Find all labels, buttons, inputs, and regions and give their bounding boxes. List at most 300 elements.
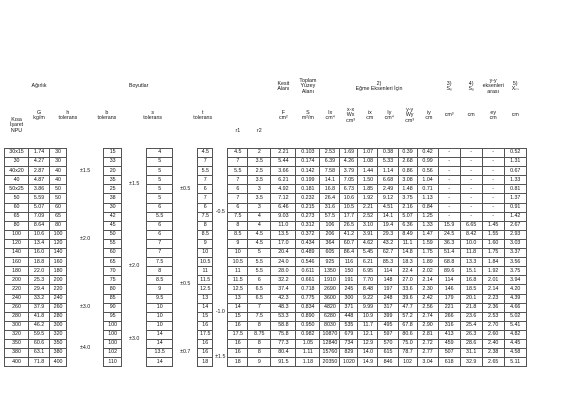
cell-xm: 3.75 — [504, 267, 526, 276]
cell-s-tolerans: ±0.5 — [173, 230, 198, 339]
cell-Iy: 2.49 — [378, 185, 398, 194]
cell-agirlik: 18.8 — [29, 258, 50, 267]
cell-b: 102 — [104, 349, 122, 358]
table-row — [5, 285, 566, 294]
cell-xm: 3.03 — [504, 239, 526, 248]
cell-F: 5.44 — [271, 158, 296, 167]
cell-ix: 3.10 — [358, 221, 378, 230]
cell-S: 0.775 — [296, 294, 320, 303]
cell-F: 9.03 — [271, 212, 296, 221]
cell-t: 9 — [198, 239, 213, 248]
cell-F: 32.2 — [271, 276, 296, 285]
cell-ix: 12.9 — [358, 339, 378, 348]
cell-F: 77.3 — [271, 339, 296, 348]
cell-Wx: 1.69 — [340, 149, 358, 158]
cell-F: 53.3 — [271, 312, 296, 321]
cell-agirlik: 2.87 — [29, 167, 50, 176]
cell-t: 10.5 — [198, 258, 213, 267]
cell-kisa-isaret: 220 — [5, 285, 29, 294]
cell-b: 35 — [104, 176, 122, 185]
cell-Wy: 6.36 — [398, 221, 417, 230]
cell-S: 0.661 — [296, 276, 320, 285]
cell-Iy: 29.3 — [378, 230, 398, 239]
cell-ey: - — [482, 194, 504, 203]
cell-ix: 1.08 — [358, 158, 378, 167]
cell-Iy: 9.12 — [378, 194, 398, 203]
cell-r1: 18 — [228, 358, 248, 367]
cell-agirlik: 16.0 — [29, 249, 50, 258]
cell-S: 0.232 — [296, 194, 320, 203]
header-r2: r2 — [256, 127, 262, 134]
cell-s: 5 — [147, 185, 173, 194]
cell-s: 9 — [147, 285, 173, 294]
cell-sx: 89.6 — [438, 267, 460, 276]
cell-agirlik: 4.87 — [29, 176, 50, 185]
cell-Wx: 245 — [340, 285, 358, 294]
cell-F: 37.4 — [271, 285, 296, 294]
cell-t: 16 — [198, 349, 213, 358]
cell-s: 10 — [147, 321, 173, 330]
cell-agirlik: 1.74 — [29, 149, 50, 158]
cell-sy: - — [460, 176, 482, 185]
cell-sy: 26.3 — [460, 330, 482, 339]
cell-r2: 6 — [248, 276, 271, 285]
cell-ey: - — [482, 167, 504, 176]
cell-F: 7.12 — [271, 194, 296, 203]
cell-Wx: 4.26 — [340, 158, 358, 167]
cell-r1: 7 — [228, 158, 248, 167]
cell-agirlik: 59.5 — [29, 330, 50, 339]
header-agirlik: Ağırlık G kg/m — [31, 83, 47, 121]
cell-ey: 2.38 — [482, 349, 504, 358]
table-row — [5, 149, 566, 158]
cell-sy: 11.8 — [460, 249, 482, 258]
cell-sy: 31.1 — [460, 349, 482, 358]
cell-agirlik: 10.6 — [29, 230, 50, 239]
cell-iy: 2.81 — [417, 330, 438, 339]
cell-Wx: 26.5 — [340, 221, 358, 230]
header-r1: r1 — [235, 127, 241, 134]
cell-F: 3.66 — [271, 167, 296, 176]
cell-agirlik: 41.8 — [29, 312, 50, 321]
cell-S: 0.181 — [296, 185, 320, 194]
cell-F: 48.3 — [271, 303, 296, 312]
cell-t-tolerans: -1.0 — [213, 276, 228, 349]
cell-h-tolerans: ±1.5 — [67, 149, 104, 194]
cell-r1: 17.5 — [228, 330, 248, 339]
cell-xm: 0.91 — [504, 203, 526, 212]
cell-xm: 1.37 — [504, 194, 526, 203]
cell-kisa-isaret: 50 — [5, 194, 29, 203]
cell-xm: 5.02 — [504, 312, 526, 321]
cell-s: 14 — [147, 330, 173, 339]
cell-ey: 2.14 — [482, 285, 504, 294]
cell-Wy: 0.86 — [398, 167, 417, 176]
cell-h: 80 — [50, 221, 67, 230]
cell-ey: - — [482, 203, 504, 212]
header-toplam: Toplam Yüzey Alanı S m²/m — [299, 78, 317, 121]
cell-Wy: 57.2 — [398, 312, 417, 321]
cell-agirlik: 71.8 — [29, 358, 50, 367]
cell-h: 65 — [50, 212, 67, 221]
cell-t: 10 — [198, 249, 213, 258]
cell-r2: 9 — [248, 358, 271, 367]
cell-Wy: 5.07 — [398, 212, 417, 221]
cell-xm: 5.11 — [504, 358, 526, 367]
cell-Ix: 14.1 — [320, 176, 340, 185]
cell-h: 40 — [50, 167, 67, 176]
cell-Wx: 150 — [340, 267, 358, 276]
cell-F: 42.3 — [271, 294, 296, 303]
cell-Wy: 18.3 — [398, 258, 417, 267]
cell-sy: 32.9 — [460, 358, 482, 367]
cell-F: 91.5 — [271, 358, 296, 367]
cell-ix: 14.9 — [358, 358, 378, 367]
cell-ey: 2.60 — [482, 330, 504, 339]
cell-r1: 6 — [228, 203, 248, 212]
cell-Wy: 8.49 — [398, 230, 417, 239]
cell-Wx: 1020 — [340, 358, 358, 367]
cell-xm: 2.93 — [504, 230, 526, 239]
cell-sx: 68.8 — [438, 258, 460, 267]
profile-table-wrapper — [4, 76, 566, 367]
cell-S: 1.05 — [296, 339, 320, 348]
cell-b-tolerans: ±1.5 — [122, 149, 147, 222]
cell-sy: 20.1 — [460, 294, 482, 303]
cell-kisa-isaret: 300 — [5, 321, 29, 330]
cell-t: 4.5 — [198, 149, 213, 158]
cell-iy: 1.47 — [417, 230, 438, 239]
cell-h: 180 — [50, 267, 67, 276]
cell-Wx: 7.05 — [340, 176, 358, 185]
cell-r2: 4 — [248, 221, 271, 230]
cell-t: 18 — [198, 358, 213, 367]
cell-agirlik: 37.9 — [29, 303, 50, 312]
cell-kisa-isaret: 320 — [5, 330, 29, 339]
cell-ix: 1.50 — [358, 176, 378, 185]
header-xm: 5) Xₘ cm — [511, 80, 519, 119]
cell-kisa-isaret: 140 — [5, 249, 29, 258]
cell-s-tolerans: ±0.5 — [173, 149, 198, 231]
npu-profile-table — [4, 76, 566, 367]
cell-Ix: 26.4 — [320, 194, 340, 203]
cell-iy: 2.30 — [417, 285, 438, 294]
cell-Wx: 371 — [340, 303, 358, 312]
table-header — [5, 76, 566, 149]
cell-Ix: 3600 — [320, 294, 340, 303]
cell-s: 8.5 — [147, 276, 173, 285]
cell-s: 6 — [147, 221, 173, 230]
cell-ix: 1.92 — [358, 194, 378, 203]
cell-Wx: 17.7 — [340, 212, 358, 221]
cell-t-tolerans: -0.5 — [213, 149, 228, 276]
cell-iy: 1.04 — [417, 176, 438, 185]
cell-iy: 0.42 — [417, 149, 438, 158]
cell-agirlik: 4.27 — [29, 158, 50, 167]
cell-t: 12.5 — [198, 285, 213, 294]
cell-h: 50 — [50, 194, 67, 203]
cell-kisa-isaret: 380 — [5, 349, 29, 358]
cell-s: 6 — [147, 203, 173, 212]
cell-kisa-isaret: 200 — [5, 276, 29, 285]
cell-agirlik: 22.0 — [29, 267, 50, 276]
cell-Wy: 3.08 — [398, 176, 417, 185]
cell-ix: 2.21 — [358, 203, 378, 212]
cell-xm: 4.45 — [504, 339, 526, 348]
cell-h: 280 — [50, 312, 67, 321]
cell-ix: 1.44 — [358, 167, 378, 176]
cell-r2: 8.75 — [248, 330, 271, 339]
cell-agirlik: 5.07 — [29, 203, 50, 212]
cell-sx: 24.5 — [438, 230, 460, 239]
cell-sy: - — [460, 185, 482, 194]
cell-S: 0.718 — [296, 285, 320, 294]
cell-sx: 316 — [438, 321, 460, 330]
cell-sy: - — [460, 167, 482, 176]
cell-xm: 0.81 — [504, 185, 526, 194]
cell-ey: 1.60 — [482, 239, 504, 248]
header-kesit: Kesit Alanı F cm² — [277, 80, 290, 121]
cell-S: 0.611 — [296, 267, 320, 276]
cell-ix: 7.70 — [358, 276, 378, 285]
cell-Iy: 248 — [378, 294, 398, 303]
cell-S: 0.273 — [296, 212, 320, 221]
cell-r1: 9 — [228, 239, 248, 248]
cell-r1: 8.5 — [228, 230, 248, 239]
cell-Wy: 47.7 — [398, 303, 417, 312]
cell-iy: 1.89 — [417, 258, 438, 267]
cell-ey: 1.55 — [482, 230, 504, 239]
cell-Wy: 2.68 — [398, 158, 417, 167]
cell-ix: 4.62 — [358, 239, 378, 248]
cell-agirlik: 8.64 — [29, 221, 50, 230]
cell-sy: 23.6 — [460, 312, 482, 321]
cell-xm: 1.31 — [504, 158, 526, 167]
cell-iy: 2.42 — [417, 294, 438, 303]
cell-Wy: 102 — [398, 358, 417, 367]
cell-sy: - — [460, 203, 482, 212]
cell-Wy: 14.8 — [398, 249, 417, 258]
cell-s: 5 — [147, 194, 173, 203]
cell-r1: 10 — [228, 249, 248, 258]
cell-h: 320 — [50, 330, 67, 339]
cell-b: 85 — [104, 294, 122, 303]
cell-h: 50 — [50, 185, 67, 194]
cell-Ix: 106 — [320, 221, 340, 230]
cell-S: 0.890 — [296, 312, 320, 321]
cell-Ix: 1350 — [320, 267, 340, 276]
cell-iy: 1.25 — [417, 212, 438, 221]
cell-b: 60 — [104, 249, 122, 258]
cell-Ix: 605 — [320, 249, 340, 258]
cell-xm: 4.82 — [504, 330, 526, 339]
cell-s: 7.5 — [147, 258, 173, 267]
cell-Wx: 829 — [340, 349, 358, 358]
cell-t: 8.5 — [198, 230, 213, 239]
cell-Iy: 62.7 — [378, 249, 398, 258]
cell-Wx: 10.5 — [340, 203, 358, 212]
cell-F: 13.5 — [271, 230, 296, 239]
cell-sy: - — [460, 149, 482, 158]
cell-Iy: 148 — [378, 276, 398, 285]
cell-t: 14 — [198, 303, 213, 312]
cell-Wy: 75.0 — [398, 339, 417, 348]
cell-h: 380 — [50, 349, 67, 358]
header-egme-eksenleri: 2) Eğme Eksenleri İçin Ix cm⁴ x-x Wx cm³ ix cm Iy cm⁴ y-y Wy cm³ iy cm — [325, 80, 433, 124]
cell-sy: - — [460, 158, 482, 167]
cell-r1: 11 — [228, 267, 248, 276]
cell-sx: - — [438, 194, 460, 203]
header-yy-eksenleri: y-y eksenleri arası ey cm — [482, 78, 504, 121]
cell-ix: 1.85 — [358, 185, 378, 194]
cell-r1: 16 — [228, 339, 248, 348]
cell-sx: 618 — [438, 358, 460, 367]
cell-b: 70 — [104, 267, 122, 276]
cell-sx: - — [438, 185, 460, 194]
cell-xm: 1.42 — [504, 212, 526, 221]
cell-sx: - — [438, 212, 460, 221]
cell-Iy: 317 — [378, 303, 398, 312]
cell-sy: 25.4 — [460, 321, 482, 330]
cell-Ix: 2690 — [320, 285, 340, 294]
cell-h: 120 — [50, 239, 67, 248]
table-body — [5, 149, 566, 367]
cell-S: 0.489 — [296, 249, 320, 258]
cell-t: 6 — [198, 185, 213, 194]
cell-b: 45 — [104, 221, 122, 230]
cell-iy: 1.59 — [417, 239, 438, 248]
cell-agirlik: 60.6 — [29, 339, 50, 348]
cell-agirlik: 7.09 — [29, 212, 50, 221]
cell-sy: 21.8 — [460, 303, 482, 312]
cell-ix: 1.07 — [358, 149, 378, 158]
cell-Iy: 1.14 — [378, 167, 398, 176]
cell-r2: 7 — [248, 303, 271, 312]
cell-s: 13.5 — [147, 349, 173, 358]
cell-sy: 28.6 — [460, 339, 482, 348]
cell-Iy: 0.38 — [378, 149, 398, 158]
cell-S: 0.982 — [296, 330, 320, 339]
cell-s: 14 — [147, 339, 173, 348]
cell-r2: 3 — [248, 203, 271, 212]
cell-iy: 2.74 — [417, 312, 438, 321]
cell-F: 28.0 — [271, 267, 296, 276]
cell-agirlik: 13.4 — [29, 239, 50, 248]
cell-Wx: 6.73 — [340, 185, 358, 194]
cell-h: 350 — [50, 339, 67, 348]
cell-agirlik: 46.2 — [29, 321, 50, 330]
cell-Ix: 206 — [320, 230, 340, 239]
cell-F: 11.0 — [271, 221, 296, 230]
cell-b: 100 — [104, 321, 122, 330]
cell-xm: 3.94 — [504, 276, 526, 285]
cell-xm: 4.20 — [504, 285, 526, 294]
cell-Wy: 3.75 — [398, 194, 417, 203]
cell-Ix: 31.6 — [320, 203, 340, 212]
cell-kisa-isaret: 65 — [5, 212, 29, 221]
cell-r1: 15 — [228, 312, 248, 321]
cell-ey: 2.53 — [482, 312, 504, 321]
cell-Wy: 27.0 — [398, 276, 417, 285]
cell-b: 50 — [104, 230, 122, 239]
cell-Ix: 7.58 — [320, 167, 340, 176]
cell-b: 75 — [104, 276, 122, 285]
cell-s-tolerans: ±0.7 — [173, 339, 198, 366]
cell-t: 16 — [198, 339, 213, 348]
cell-s: 5.5 — [147, 212, 173, 221]
cell-s: 7 — [147, 239, 173, 248]
cell-kisa-isaret: 30x15 — [5, 149, 29, 158]
cell-sy: - — [460, 194, 482, 203]
cell-Ix: 6280 — [320, 312, 340, 321]
cell-sy: 6.65 — [460, 221, 482, 230]
cell-r1: 13 — [228, 294, 248, 303]
cell-ix: 11.7 — [358, 321, 378, 330]
cell-sy: 15.1 — [460, 267, 482, 276]
cell-h: 100 — [50, 230, 67, 239]
cell-S: 0.215 — [296, 203, 320, 212]
cell-ey: 1.84 — [482, 258, 504, 267]
cell-t: 13 — [198, 294, 213, 303]
cell-h: 400 — [50, 358, 67, 367]
cell-iy: 0.71 — [417, 185, 438, 194]
cell-b: 80 — [104, 285, 122, 294]
cell-ey: 2.65 — [482, 358, 504, 367]
cell-Iy: 597 — [378, 330, 398, 339]
cell-ey: - — [482, 185, 504, 194]
cell-b: 110 — [104, 358, 122, 367]
cell-sx: 179 — [438, 294, 460, 303]
cell-Wx: 10.6 — [340, 194, 358, 203]
cell-r2: 5.5 — [248, 267, 271, 276]
cell-iy: 0.56 — [417, 167, 438, 176]
cell-iy: 1.75 — [417, 249, 438, 258]
cell-kisa-isaret: 260 — [5, 303, 29, 312]
cell-sx: 146 — [438, 285, 460, 294]
cell-Wx: 41.2 — [340, 230, 358, 239]
cell-kisa-isaret: 280 — [5, 312, 29, 321]
cell-F: 75.8 — [271, 330, 296, 339]
table-row — [5, 194, 566, 203]
cell-r2: 2.5 — [248, 167, 271, 176]
header-sx: 3) Sₓ cm³ — [444, 80, 454, 119]
cell-ey: 2.36 — [482, 303, 504, 312]
cell-agirlik: 29.4 — [29, 285, 50, 294]
cell-F: 4.92 — [271, 185, 296, 194]
cell-h: 200 — [50, 276, 67, 285]
cell-Wx: 734 — [340, 339, 358, 348]
cell-b-tolerans: ±2.0 — [122, 221, 147, 312]
cell-s: 7 — [147, 249, 173, 258]
cell-r2: 3.5 — [248, 194, 271, 203]
cell-ix: 8.48 — [358, 285, 378, 294]
cell-t: 6 — [198, 203, 213, 212]
cell-iy: 0.84 — [417, 203, 438, 212]
cell-xm: 2.67 — [504, 221, 526, 230]
cell-sy: 18.5 — [460, 285, 482, 294]
cell-sx: - — [438, 167, 460, 176]
cell-t: 7 — [198, 158, 213, 167]
cell-Ix: 6.39 — [320, 158, 340, 167]
cell-ix: 12.1 — [358, 330, 378, 339]
cell-t: 15 — [198, 312, 213, 321]
cell-Iy: 14.1 — [378, 212, 398, 221]
cell-Iy: 114 — [378, 267, 398, 276]
cell-S: 0.546 — [296, 258, 320, 267]
header-boyutlar: Boyutlar h tolerans b tolerans s tolerans t tolerans — [58, 83, 213, 121]
cell-Ix: 10870 — [320, 330, 340, 339]
cell-kisa-isaret: 30 — [5, 158, 29, 167]
